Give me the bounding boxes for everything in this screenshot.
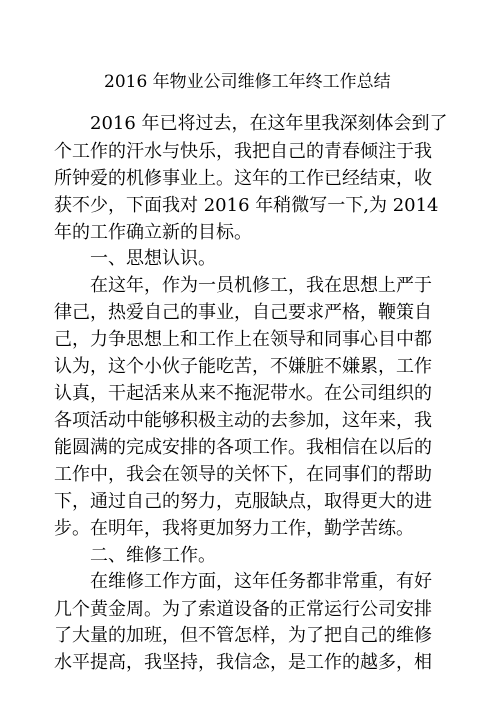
intro-line: 年的工作确立新的目标。 <box>54 222 252 243</box>
intro-line: 个工作的汗水与快乐，我把自己的青春倾注于我 <box>54 141 432 162</box>
paragraph-line: 步。在明年，我将更加努力工作，勤学苦练。 <box>54 518 414 539</box>
paragraph-line: 能圆满的完成安排的各项工作。我相信在以后的 <box>54 437 432 458</box>
paragraph-line: 几个黄金周。为了索道设备的正常运行公司安排 <box>54 599 432 620</box>
paragraph-line: 认真，干起活来从来不拖泥带水。在公司组织的 <box>54 383 432 404</box>
paragraph-line: 认为，这个小伙子能吃苦，不嫌脏不嫌累，工作 <box>54 356 432 377</box>
intro-line: 2016 年已将过去，在这年里我深刻体会到了 <box>90 113 448 134</box>
intro-line: 获不少，下面我对 2016 年稍微写一下,为 2014 <box>54 195 439 216</box>
document-title: 2016 年物业公司维修工年终工作总结 <box>104 72 391 92</box>
paragraph-line: 水平提高，我坚持，我信念，是工作的越多，相 <box>54 652 432 673</box>
paragraph-line: 在维修工作方面，这年任务都非常重，有好 <box>90 571 432 592</box>
paragraph-line: 各项活动中能够积极主动的去参加，这年来，我 <box>54 410 432 431</box>
section-heading: 一、思想认识。 <box>90 248 216 269</box>
section-heading: 二、维修工作。 <box>90 545 216 566</box>
paragraph-line: 工作中，我会在领导的关怀下，在同事们的帮助 <box>54 464 432 485</box>
paragraph-line: 律己，热爱自己的事业，自己要求严格，鞭策自 <box>54 302 432 323</box>
paragraph-line: 下，通过自己的努力，克服缺点，取得更大的进 <box>54 491 432 512</box>
paragraph-line: 己，力争思想上和工作上在领导和同事心目中都 <box>54 329 432 350</box>
paragraph-line: 在这年，作为一员机修工，我在思想上严于 <box>90 275 432 296</box>
paragraph-line: 了大量的加班，但不管怎样，为了把自己的维修 <box>54 625 432 646</box>
intro-line: 所钟爱的机修事业上。这年的工作已经结束，收 <box>54 168 432 189</box>
